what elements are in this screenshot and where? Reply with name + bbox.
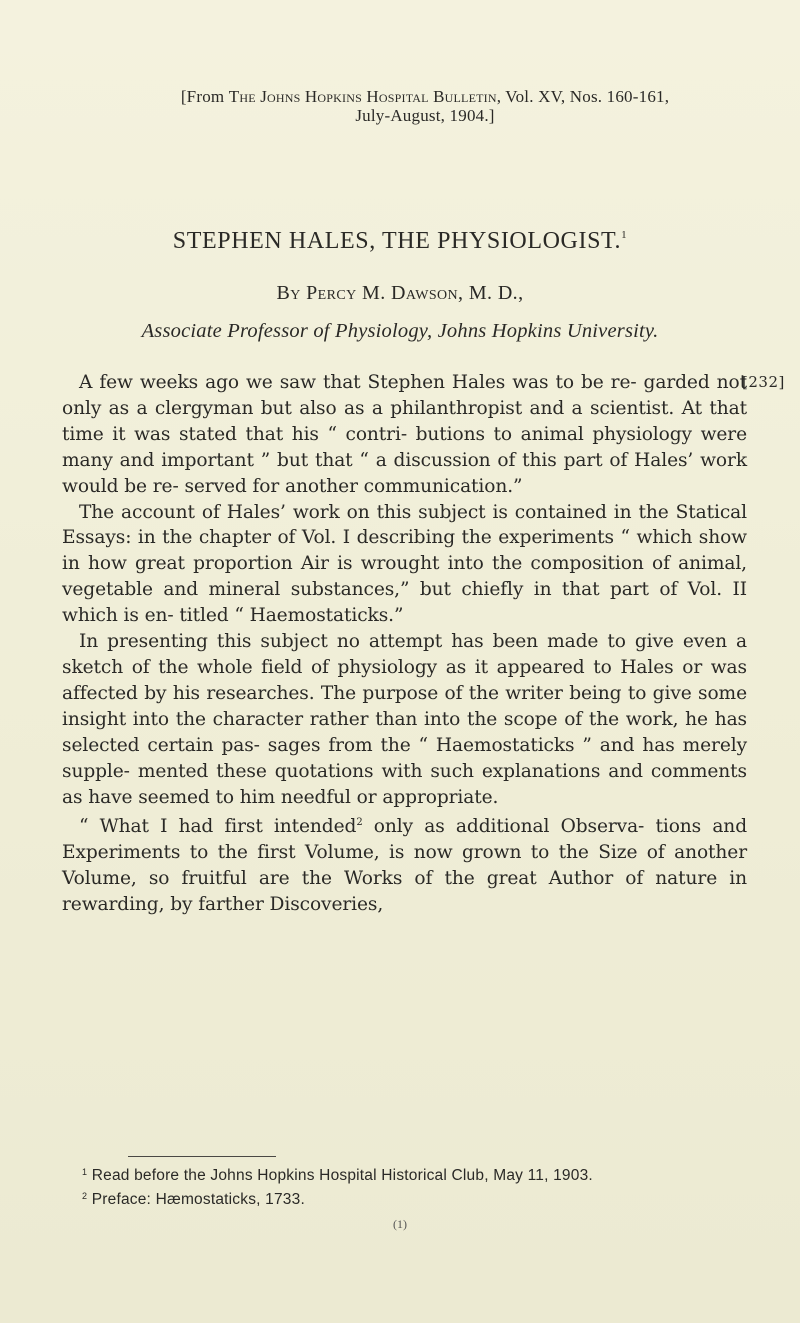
footnote: [82, 1162, 732, 1186]
page-number: (1): [393, 1217, 407, 1231]
paragraph: A few weeks ago we saw that Stephen Hales was to be re- garded not only as a clergyman but also as a philanthropist and a scientist. At that time it was stated that his “ contri- butions to animal physiology were many and important ” but that “ a discussion of this part of Hales’ work would be re- served for another communication.”: [62, 372, 747, 497]
author-byline: By Percy M. Dawson, M. D.,: [276, 282, 524, 304]
footnote: [82, 1186, 732, 1210]
title-text: STEPHEN HALES, THE PHYSIOLOGIST.: [172, 228, 622, 254]
paragraph: In presenting this subject no attempt has been made to give even a sketch of the whole field of physiology as it appeared to Hales or was affected by his researches. The purpose of the writer being to give some insight into the character rather than into the scope of the work, he has selected certain pas- sages from the “ Haemostaticks ” and has merely supple- mented these quotations with such explanations and comments as have seemed to him needful or appropriate.: [62, 631, 747, 808]
footnote-mark: 2: [82, 1191, 88, 1201]
article-body: [62, 370, 747, 918]
paragraph: The account of Hales’ work on this subject is contained in the Statical Essays: in the chapter of Vol. I describing the experiments “ which show in how great proportion Air is wrought into the composition of animal, vegetable and mineral substances,” but chiefly in that part of Vol. II which is en- titled “ Haemostaticks.”: [62, 501, 747, 627]
quote-paragraph: [62, 810, 747, 918]
article-title: [0, 228, 800, 255]
quote-start: “ What I had first intended: [79, 816, 357, 838]
journal-name: The Johns Hopkins Hospital Bulletin: [228, 87, 497, 106]
footnote-text: Read before the Johns Hopkins Hospital Historical Club, May 11, 1903.: [91, 1167, 593, 1184]
footnote-divider: [128, 1156, 276, 1157]
source-date: July-August, 1904.]: [355, 106, 495, 125]
footnote-mark: 1: [82, 1167, 88, 1177]
author-affiliation: Associate Professor of Physiology, Johns Hopkins University.: [141, 320, 659, 342]
title-footnote-mark: 1: [621, 229, 628, 241]
quote-rest: only as additional Observa- tions and Experiments to the first Volume, is now grown to the Size of another Volume, so fruitful are the Works of the great Author of nature in rewarding, by farther Discoveries,: [62, 816, 747, 916]
source-volume: , Vol. XV, Nos. 160-161,: [496, 87, 670, 106]
footnote-text: Preface: Hæmostaticks, 1733.: [91, 1191, 305, 1208]
source-citation: [85, 87, 765, 125]
footnotes: [82, 1162, 732, 1210]
marginal-page-reference: [232]: [742, 373, 785, 391]
quote-footnote-mark: 2: [356, 817, 363, 829]
source-prefix: [From: [180, 87, 229, 106]
